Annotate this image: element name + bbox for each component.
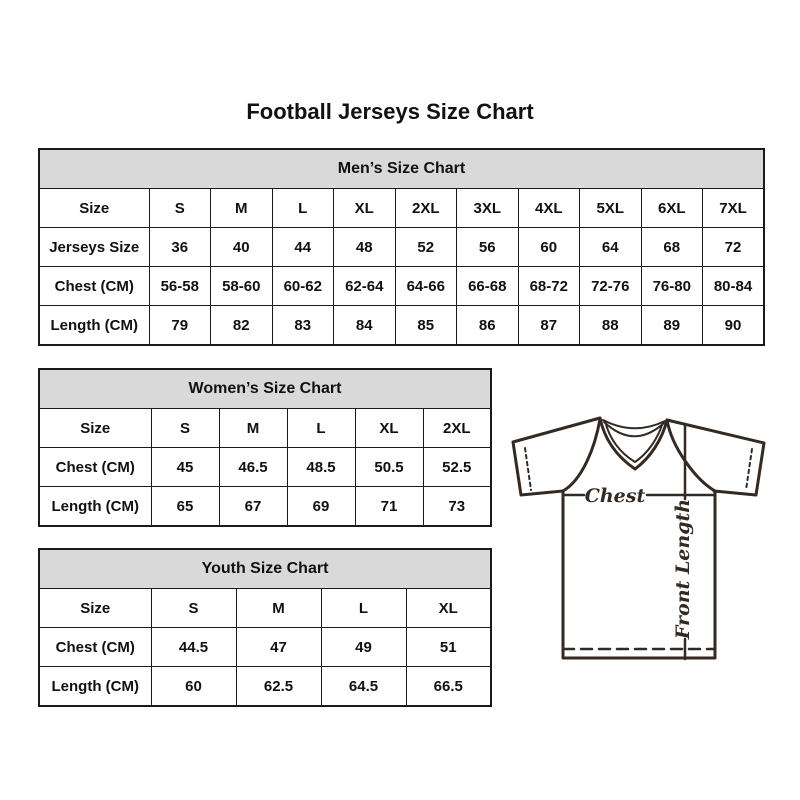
value-cell: 48.5 [287, 448, 355, 487]
value-cell: S [151, 409, 219, 448]
value-cell: XL [406, 589, 491, 628]
mens-size-table [38, 148, 765, 346]
value-cell: M [211, 189, 273, 228]
row-header-cell: Chest (CM) [39, 448, 151, 487]
table-row [39, 189, 764, 228]
value-cell: 56-58 [149, 267, 211, 306]
value-cell: 66-68 [457, 267, 519, 306]
value-cell: S [149, 189, 211, 228]
value-cell: 58-60 [211, 267, 273, 306]
mens-table-title: Men’s Size Chart [39, 149, 764, 189]
value-cell: 89 [641, 306, 703, 346]
row-header-cell: Chest (CM) [39, 267, 149, 306]
value-cell: M [236, 589, 321, 628]
value-cell: 73 [423, 487, 491, 527]
table-row [39, 448, 491, 487]
value-cell: 7XL [703, 189, 765, 228]
table-row [39, 409, 491, 448]
table-row [39, 267, 764, 306]
youth-table-title: Youth Size Chart [39, 549, 491, 589]
row-header-cell: Jerseys Size [39, 228, 149, 267]
value-cell: 69 [287, 487, 355, 527]
table-row [39, 228, 764, 267]
value-cell: 72 [703, 228, 765, 267]
value-cell: 62.5 [236, 667, 321, 707]
row-header-cell: Length (CM) [39, 667, 151, 707]
value-cell: 4XL [518, 189, 580, 228]
table-row [39, 487, 491, 527]
chest-label: Chest [584, 485, 646, 507]
value-cell: M [219, 409, 287, 448]
value-cell: 60 [518, 228, 580, 267]
value-cell: 45 [151, 448, 219, 487]
front-length-label: Front Length [672, 498, 694, 640]
value-cell: 83 [272, 306, 334, 346]
value-cell: 66.5 [406, 667, 491, 707]
table-row [39, 667, 491, 707]
jersey-left-cuff-stitch [525, 448, 531, 490]
value-cell: XL [334, 189, 396, 228]
value-cell: 52 [395, 228, 457, 267]
value-cell: L [272, 189, 334, 228]
value-cell: XL [355, 409, 423, 448]
value-cell: 64.5 [321, 667, 406, 707]
value-cell: 2XL [423, 409, 491, 448]
value-cell: 60-62 [272, 267, 334, 306]
value-cell: 62-64 [334, 267, 396, 306]
value-cell: 72-76 [580, 267, 642, 306]
value-cell: 85 [395, 306, 457, 346]
value-cell: 44 [272, 228, 334, 267]
value-cell: 3XL [457, 189, 519, 228]
value-cell: 2XL [395, 189, 457, 228]
page-title: Football Jerseys Size Chart [246, 99, 534, 124]
value-cell: 51 [406, 628, 491, 667]
value-cell: 82 [211, 306, 273, 346]
table-title-row [39, 369, 491, 409]
value-cell: 76-80 [641, 267, 703, 306]
value-cell: S [151, 589, 236, 628]
value-cell: 40 [211, 228, 273, 267]
value-cell: 71 [355, 487, 423, 527]
value-cell: 52.5 [423, 448, 491, 487]
value-cell: 5XL [580, 189, 642, 228]
value-cell: 64 [580, 228, 642, 267]
value-cell: 60 [151, 667, 236, 707]
value-cell: 65 [151, 487, 219, 527]
value-cell: 49 [321, 628, 406, 667]
value-cell: 47 [236, 628, 321, 667]
row-header-cell: Size [39, 589, 151, 628]
jersey-right-cuff-stitch [746, 449, 752, 490]
row-header-cell: Chest (CM) [39, 628, 151, 667]
value-cell: 90 [703, 306, 765, 346]
table-title-row [39, 149, 764, 189]
table-row [39, 589, 491, 628]
value-cell: 86 [457, 306, 519, 346]
value-cell: 50.5 [355, 448, 423, 487]
jersey-measurement-diagram [500, 398, 780, 678]
value-cell: 84 [334, 306, 396, 346]
value-cell: 64-66 [395, 267, 457, 306]
row-header-cell: Size [39, 189, 149, 228]
value-cell: 80-84 [703, 267, 765, 306]
value-cell: 88 [580, 306, 642, 346]
value-cell: 6XL [641, 189, 703, 228]
value-cell: L [321, 589, 406, 628]
youth-size-table [38, 548, 492, 707]
row-header-cell: Size [39, 409, 151, 448]
value-cell: 67 [219, 487, 287, 527]
womens-size-table [38, 368, 492, 527]
value-cell: 48 [334, 228, 396, 267]
table-row [39, 306, 764, 346]
jersey-collar-inner-v [605, 421, 663, 462]
row-header-cell: Length (CM) [39, 306, 149, 346]
value-cell: 79 [149, 306, 211, 346]
value-cell: 87 [518, 306, 580, 346]
jersey-diagram-icon [500, 398, 780, 678]
table-title-row [39, 549, 491, 589]
womens-table-title: Women’s Size Chart [39, 369, 491, 409]
value-cell: 68-72 [518, 267, 580, 306]
row-header-cell: Length (CM) [39, 487, 151, 527]
jersey-collar-back-arc-upper [603, 420, 665, 428]
value-cell: 46.5 [219, 448, 287, 487]
table-row [39, 628, 491, 667]
value-cell: 44.5 [151, 628, 236, 667]
value-cell: 56 [457, 228, 519, 267]
value-cell: L [287, 409, 355, 448]
value-cell: 68 [641, 228, 703, 267]
value-cell: 36 [149, 228, 211, 267]
